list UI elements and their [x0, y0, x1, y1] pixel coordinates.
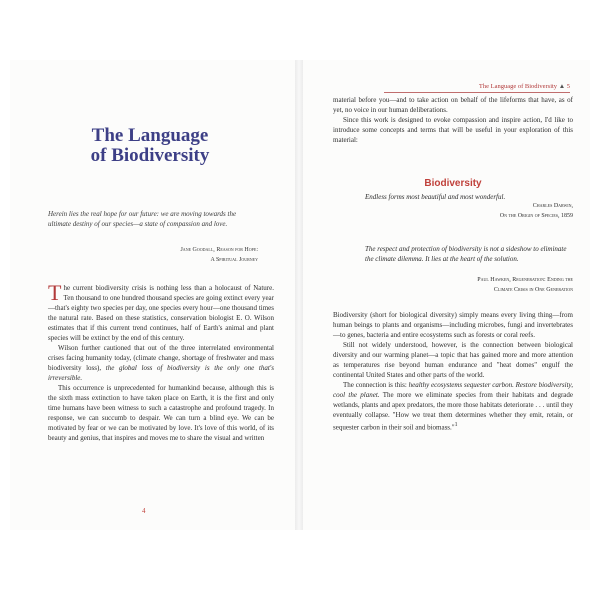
epigraph-source: Reason for Hope:: [216, 247, 258, 253]
left-paragraph-1-text: he current biodiversity crisis is nothing less than a holocaust of Nature. Ten thousand to one hundred thousand species are going extinct every year—that's eighty two species per day, one species every hour—one thousand times the natural rate. Based on these statistics, conservation biologist E. O. Wilson estimates that if this current trend continues, half of Earth's animal and plant species will be extinct by the end of this century.: [48, 284, 274, 342]
epigraph-attribution: [80, 245, 258, 265]
epigraph-quote: Herein lies the real hope for our future: we are moving towards the ultimate destiny of our species—a state of compassion and love.: [48, 210, 237, 228]
left-paragraph-1: [48, 280, 274, 343]
right-top-text: [333, 95, 573, 145]
hawken-source: Regeneration: Ending the: [512, 277, 573, 283]
section-heading: Biodiversity: [424, 178, 482, 189]
left-paragraph-2-text: Wilson further cautioned that out of the three interrelated environmental crises facing humanity today, (climate change, shortage of freshwater and mass biodiversity loss),: [48, 344, 274, 372]
darwin-quote: Endless forms most beautiful and most wonderful.: [365, 193, 506, 201]
right-page-number: 5: [566, 83, 570, 90]
darwin-source: On the Origin of Species, 1859: [499, 213, 573, 219]
chapter-title-line2: of Biodiversity: [90, 145, 210, 166]
running-head-mark: ▲: [558, 83, 566, 90]
darwin-author: Charles Darwin,: [532, 203, 573, 209]
right-body-text: [333, 310, 573, 432]
left-paragraph-2-emphasis: the global loss of biodiversity is the only one that's irreversible.: [48, 364, 274, 382]
running-head-title: The Language of Biodiversity: [478, 83, 558, 90]
hawken-source-line2: Climate Crisis in One Generation: [493, 287, 573, 293]
right-paragraph-5-text: The connection is this:: [343, 381, 407, 389]
right-paragraph-4: Still not widely understood, however, is the connection between biological diversity and our warming planet—a topic that has gained more and more attention as temperatures rise beyond human endurance and "heat domes" engulf the continental United States and other parts of the world.: [333, 341, 573, 379]
chapter-title-line1: The Language: [91, 125, 209, 146]
book-gutter: [295, 60, 303, 530]
left-paragraph-3: This occurrence is unprecedented for humankind because, although this is the sixth mass extinction to have taken place on Earth, it is the first and only time humans have been witness to such a catastrophe and profound tragedy. In response, we can succumb to despair. We can turn a blind eye. We can be motivated by fear or we can be motivated by love. It's love of this world, of its beauty and genius, that inspires and moves me to share the visual and written: [48, 384, 274, 442]
right-paragraph-5-emphasis: healthy ecosystems sequester carbon. Restore biodiversity, cool the planet.: [333, 381, 573, 399]
chapter-title: [60, 126, 240, 166]
left-body-text: [48, 280, 274, 443]
right-paragraph-2: Since this work is designed to evoke compassion and inspire action, I'd like to introduce some concepts and terms that will be useful in your exploration of this material:: [333, 116, 573, 144]
drop-cap: T: [48, 280, 62, 305]
footnote-mark: 1: [454, 422, 458, 428]
left-paragraph-2: [48, 343, 274, 383]
hawken-attribution: [365, 275, 573, 295]
epigraph-source-line2: A Spiritual Journey: [210, 257, 258, 263]
epigraph-author: Jane Goodall,: [180, 247, 215, 253]
darwin-attribution: [365, 201, 573, 221]
running-head: [384, 83, 570, 93]
right-paragraph-5: [333, 380, 573, 432]
right-paragraph-5-rest: The more we eliminate species from their habitats and degrade wetlands, plants and apex predators, the more those habitats deteriorate . . . until they eventually collapse. "How we treat them determines whether they emit, retain, or sequester carbon in their soil and biomass.": [333, 391, 574, 432]
right-paragraph-1: material before you—and to take action on behalf of the lifeforms that have, as of yet, no voice in our human deliberations.: [333, 96, 573, 114]
hawken-quote: The respect and protection of biodiversity is not a sideshow to eliminate the climate dilemma. It lies at the heart of the solution.: [365, 245, 567, 263]
right-paragraph-3: Biodiversity (short for biological diversity) simply means every living thing—from human beings to plants and organisms—including microbes, fungi and invertebrates—to genes, bacteria and entire ecosystems such as forests or coral reefs.: [333, 311, 573, 339]
hawken-author: Paul Hawken,: [477, 277, 511, 283]
left-page-number: 4: [142, 507, 146, 515]
